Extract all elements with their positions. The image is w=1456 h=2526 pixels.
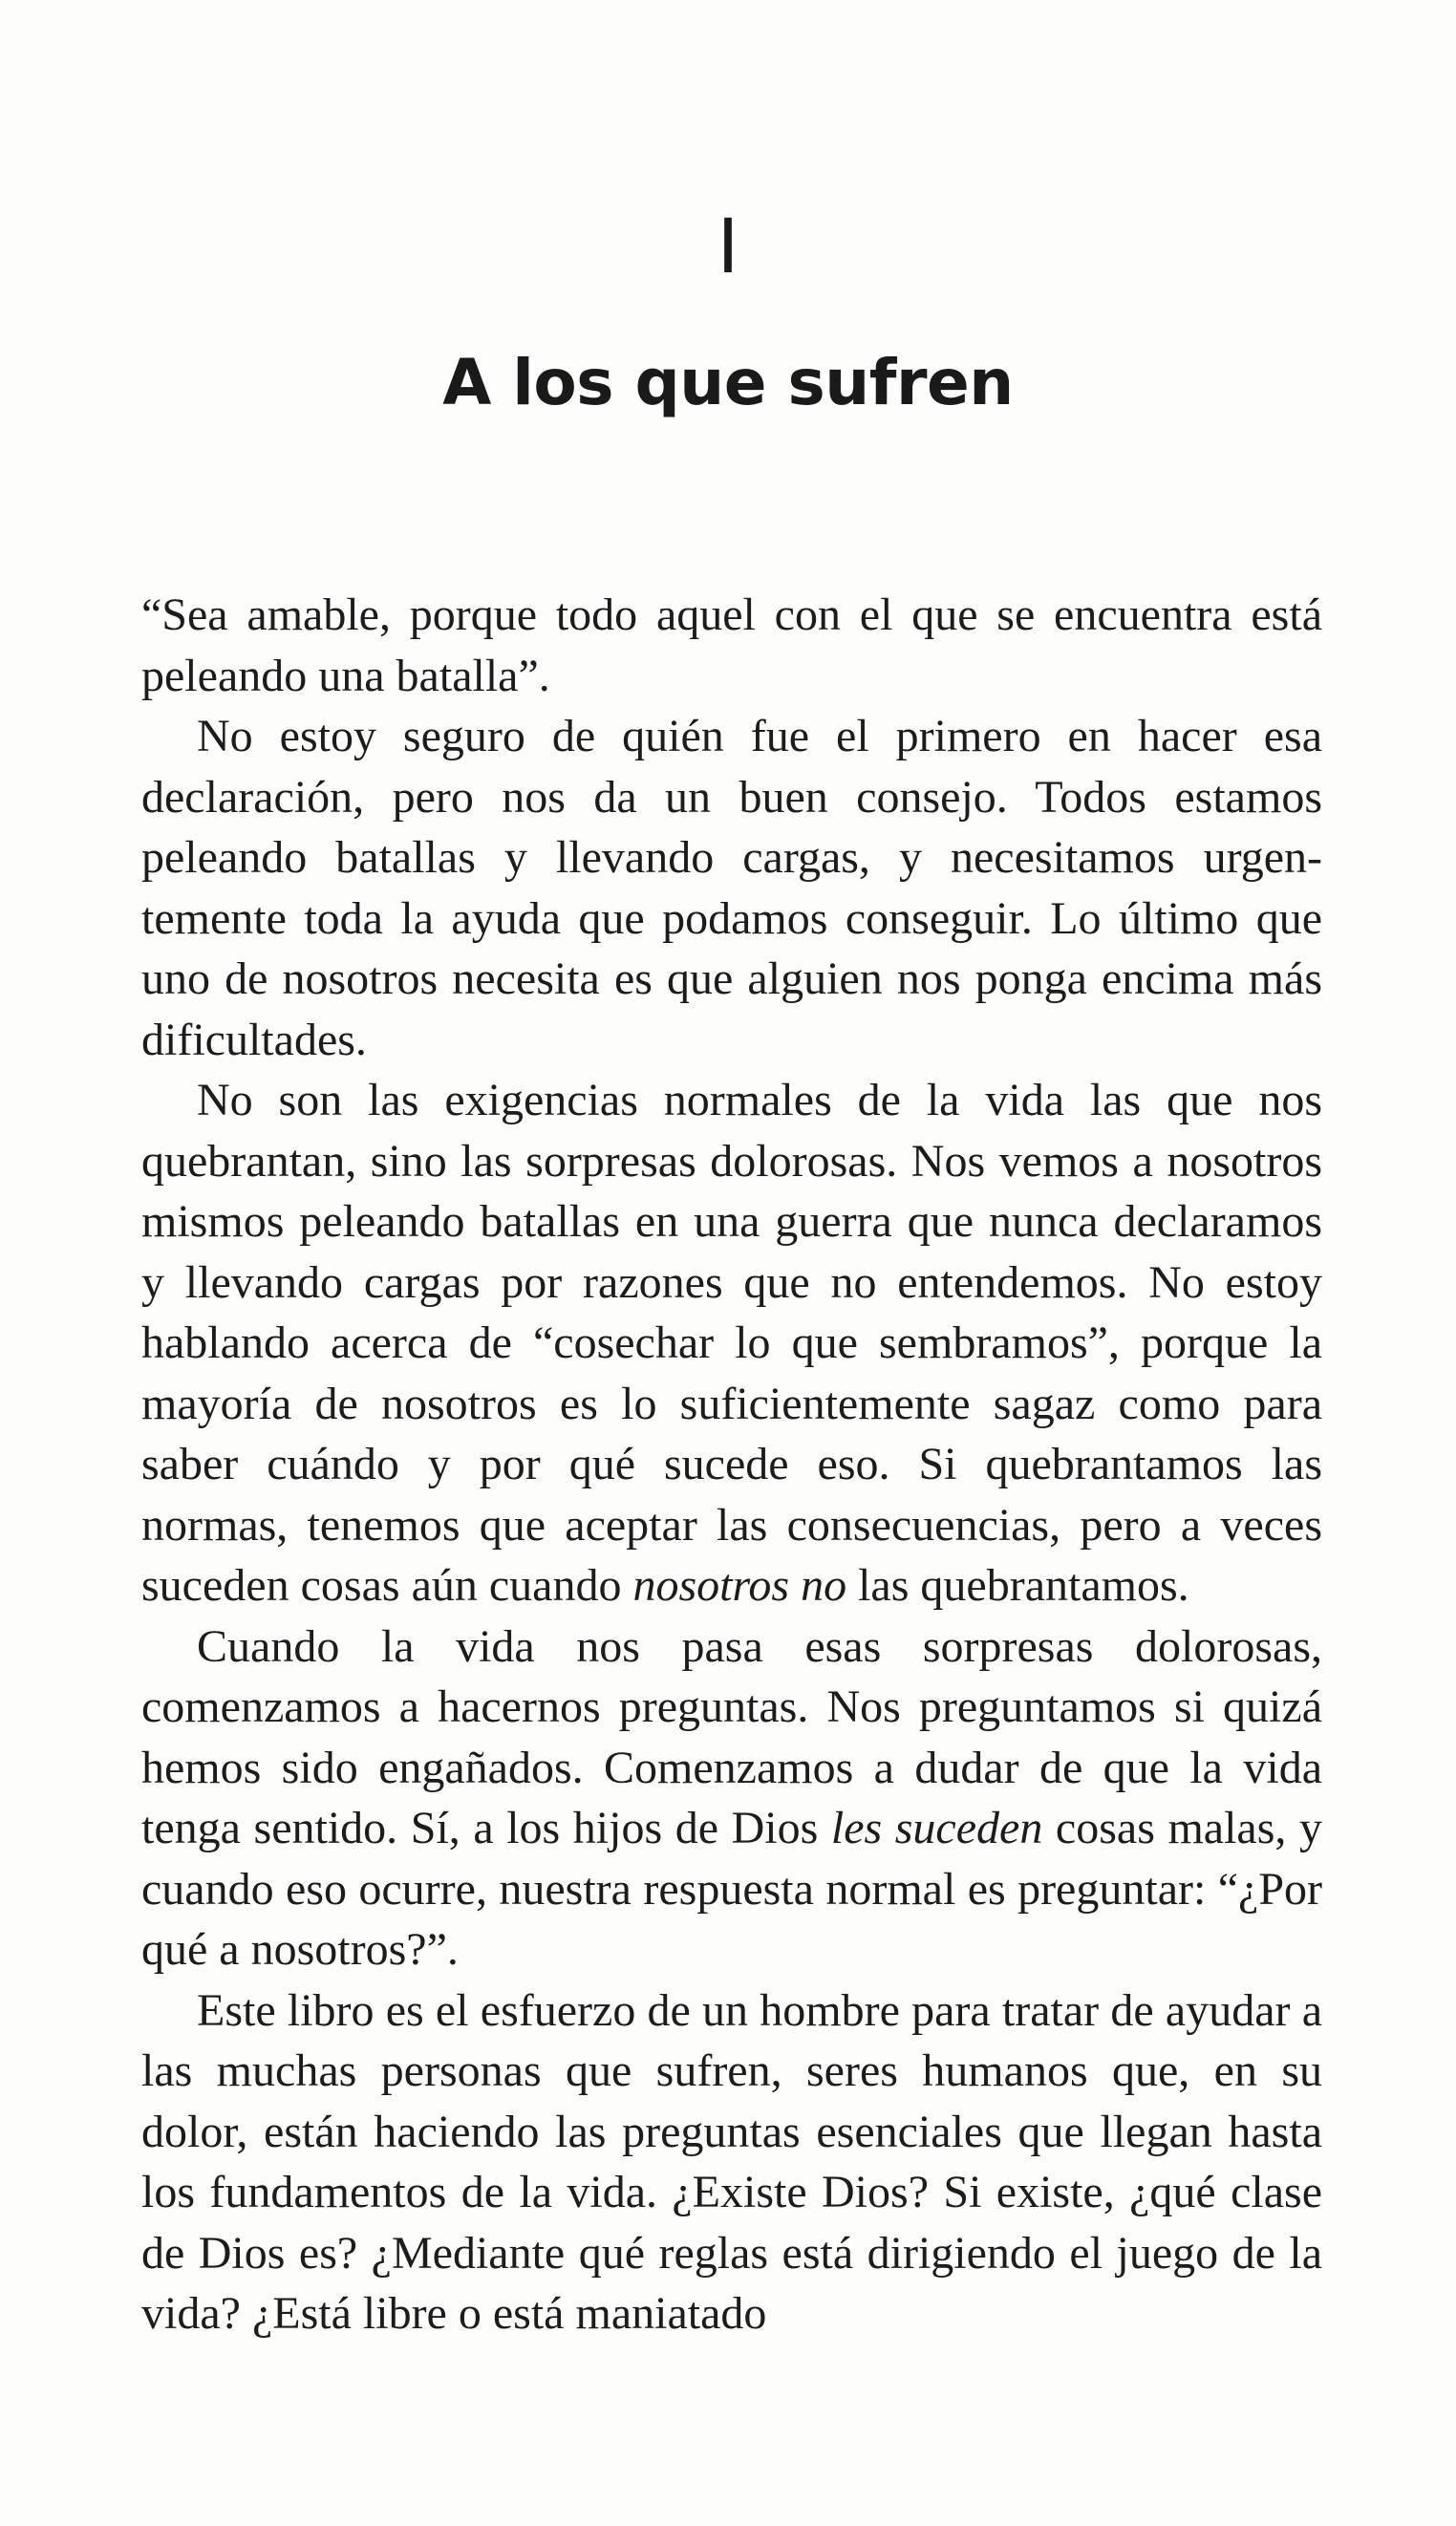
chapter-title: A los que sufren	[442, 346, 1014, 419]
paragraph: Este libro es el esfuerzo de un hombre para tratar de ayudar a las muchas personas que sufren, seres humanos que, en su dolor, están haciendo las preguntas esenciales que llegan hasta los fundamentos de la vida. ¿Existe Dios? Si existe, ¿qué clase de Dios es? ¿Mediante qué reglas está dirigiendo el juego de la vida? ¿Está libre o está maniatado	[141, 1984, 1322, 2339]
paragraph-text: Cuando la vida nos pasa esas sorpresas dolorosas, comenzamos a hacernos preguntas. Nos preguntamos si quizá hemos sido engañados. Comenzamos a dudar de que la vida tenga sentido. Sí, a los hijos de Dios	[141, 1620, 1322, 1853]
paragraph-text: cosas malas, y cuando eso ocurre, nuestra respuesta normal es preguntar: “¿Por qué a nosotros?”.	[141, 1803, 1322, 1975]
chapter-body	[141, 585, 1322, 2344]
emphasis-text: les suceden	[830, 1803, 1043, 1853]
paragraph	[141, 1070, 1322, 1616]
paragraph: No estoy seguro de quién fue el primero en hacer esa declaración, pero nos da un buen consejo. Todos estamos peleando batallas y llevando cargas, y necesitamos urgentemente toda la ayuda que podamos conseguir. Lo último que uno de nosotros necesita es que alguien nos ponga encima más dificultades.	[141, 711, 1322, 1065]
paragraph-text: las quebrantamos.	[846, 1560, 1189, 1611]
paragraph	[141, 1616, 1322, 1980]
paragraph-text: No son las exigencias normales de la vida las que nos quebrantan, sino las sorpresas dolorosas. Nos vemos a nosotros mismos peleando batallas en una guerra que nunca declaramos y llevando cargas por razones que no entendemos. No estoy hablando acerca de “cosechar lo que sembramos”, porque la mayoría de nosotros es lo suficientemente sagaz como para saber cuándo y por qué sucede eso. Si quebrantamos las normas, tenemos que aceptar las consecuencias, pero a veces suceden cosas aún cuando	[141, 1075, 1322, 1611]
emphasis-text: nosotros no	[632, 1560, 847, 1611]
chapter-number: I	[717, 204, 739, 290]
paragraph-epigraph-quote: “Sea amable, porque todo aquel con el que se encuentra está peleando una batalla”.	[141, 589, 1322, 701]
